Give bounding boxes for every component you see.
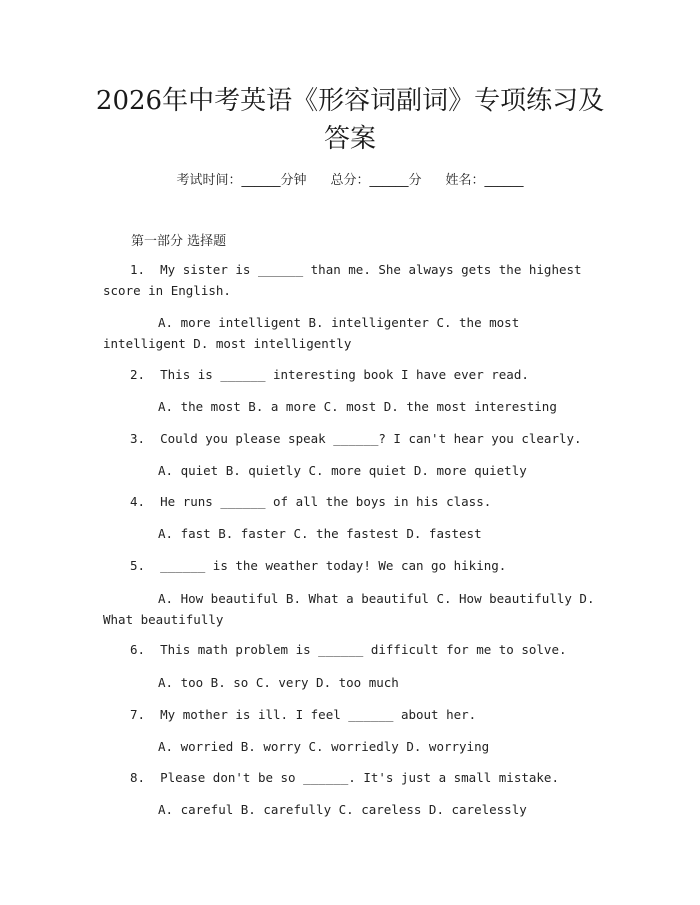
exam-time-label: 考试时间：______分钟: [176, 173, 307, 188]
question-number: 4.: [130, 494, 146, 509]
total-score-label: 总分：______分: [330, 173, 422, 188]
question-5-options: A. How beautiful B. What a beautiful C. How beautifully D. What beautifully: [103, 591, 603, 627]
section-title: 第一部分 选择题: [131, 234, 227, 249]
question-1-options: A. more intelligent B. intelligenter C. the most intelligent D. most intelligently: [103, 315, 527, 351]
question-stem: Please don't be so ______. It's just a small mistake.: [160, 770, 559, 785]
question-3: [103, 428, 597, 449]
question-number: 5.: [130, 558, 146, 573]
question-4-options: A. fast B. faster C. the fastest D. fastest: [158, 526, 482, 541]
question-stem: Could you please speak ______? I can't hear you clearly.: [160, 431, 582, 446]
student-name-label: 姓名：______: [445, 173, 524, 188]
question-8: [103, 767, 597, 788]
exam-meta-line: [0, 169, 700, 188]
question-8-options: A. careful B. carefully C. careless D. carelessly: [158, 802, 527, 817]
question-stem: ______ is the weather today! We can go hiking.: [160, 558, 507, 573]
question-stem: He runs ______ of all the boys in his class.: [160, 494, 492, 509]
question-7-options: A. worried B. worry C. worriedly D. worrying: [158, 739, 490, 754]
question-6-options: A. too B. so C. very D. too much: [158, 675, 399, 690]
question-5: [103, 555, 597, 576]
question-2: [103, 364, 597, 385]
question-6: [103, 639, 597, 660]
question-number: 7.: [130, 707, 146, 722]
question-number: 8.: [130, 770, 146, 785]
question-3-options: A. quiet B. quietly C. more quiet D. more quietly: [158, 463, 527, 478]
question-4: [103, 491, 597, 512]
question-2-options: A. the most B. a more C. most D. the most interesting: [158, 399, 557, 414]
question-number: 3.: [130, 431, 146, 446]
document-title: 2026年中考英语《形容词副词》专项练习及答案: [95, 86, 605, 154]
question-number: 2.: [130, 367, 146, 382]
question-stem: My sister is ______ than me. She always gets the highest score in English.: [103, 262, 590, 298]
question-stem: My mother is ill. I feel ______ about her.: [160, 707, 477, 722]
question-stem: This math problem is ______ difficult for me to solve.: [160, 642, 567, 657]
question-number: 1.: [130, 262, 146, 277]
question-7: [103, 704, 597, 725]
question-1: [103, 259, 597, 301]
question-number: 6.: [130, 642, 146, 657]
question-stem: This is ______ interesting book I have ever read.: [160, 367, 529, 382]
